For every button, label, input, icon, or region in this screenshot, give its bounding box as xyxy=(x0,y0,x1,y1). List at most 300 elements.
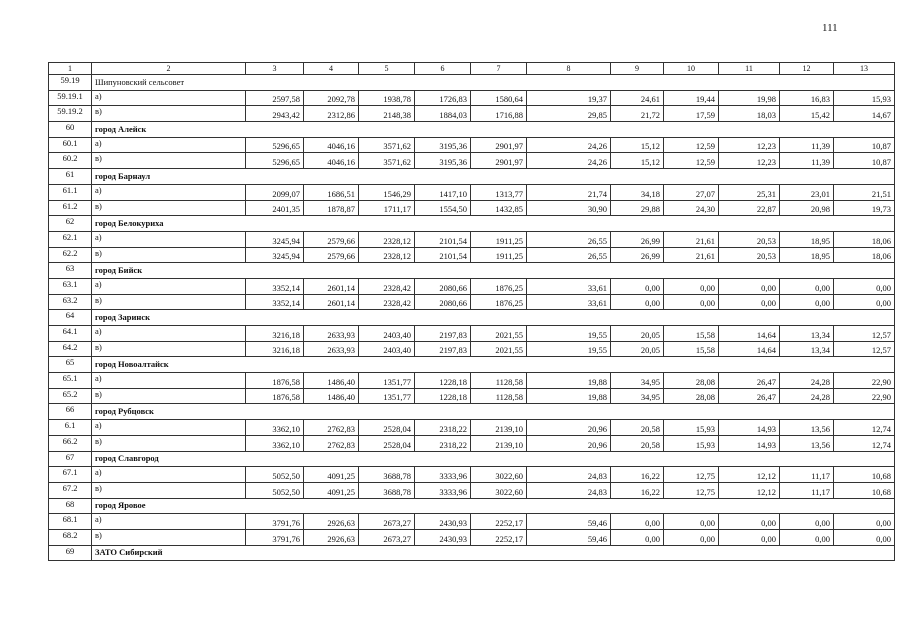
value-cell: 20,05 xyxy=(611,326,664,342)
value-cell: 16,83 xyxy=(780,90,834,106)
value-cell: 1878,87 xyxy=(304,200,359,216)
row-code: 64 xyxy=(49,310,92,326)
value-cell: 2633,93 xyxy=(304,326,359,342)
value-cell: 24,30 xyxy=(664,200,719,216)
value-cell: 0,00 xyxy=(834,278,895,294)
section-title: город Белокуриха xyxy=(92,216,895,232)
row-code: 62.1 xyxy=(49,231,92,247)
row-code: 62.2 xyxy=(49,247,92,263)
value-cell: 1228,18 xyxy=(415,388,471,404)
table-row xyxy=(49,373,895,389)
value-cell: 0,00 xyxy=(719,294,780,310)
row-label: в) xyxy=(92,529,246,545)
value-cell: 10,87 xyxy=(834,153,895,169)
value-cell: 12,12 xyxy=(719,467,780,483)
row-label: в) xyxy=(92,247,246,263)
section-row xyxy=(49,404,895,420)
section-title: город Рубцовск xyxy=(92,404,895,420)
row-code: 59.19 xyxy=(49,75,92,91)
row-label: а) xyxy=(92,137,246,153)
value-cell: 5296,65 xyxy=(246,153,304,169)
value-cell: 3688,78 xyxy=(359,482,415,498)
value-cell: 59,46 xyxy=(527,529,611,545)
column-number: 13 xyxy=(834,63,895,75)
value-cell: 1716,88 xyxy=(471,106,527,122)
row-code: 63.2 xyxy=(49,294,92,310)
value-cell: 18,06 xyxy=(834,231,895,247)
value-cell: 2021,55 xyxy=(471,326,527,342)
value-cell: 17,59 xyxy=(664,106,719,122)
value-cell: 1726,83 xyxy=(415,90,471,106)
value-cell: 2099,07 xyxy=(246,184,304,200)
value-cell: 13,56 xyxy=(780,420,834,436)
value-cell: 1351,77 xyxy=(359,373,415,389)
row-label: в) xyxy=(92,294,246,310)
row-label: а) xyxy=(92,373,246,389)
value-cell: 21,74 xyxy=(527,184,611,200)
value-cell: 1911,25 xyxy=(471,247,527,263)
value-cell: 15,93 xyxy=(664,420,719,436)
value-cell: 24,61 xyxy=(611,90,664,106)
row-label: в) xyxy=(92,388,246,404)
value-cell: 2328,12 xyxy=(359,231,415,247)
value-cell: 28,08 xyxy=(664,388,719,404)
row-code: 68 xyxy=(49,498,92,514)
value-cell: 12,74 xyxy=(834,435,895,451)
value-cell: 34,18 xyxy=(611,184,664,200)
value-cell: 2430,93 xyxy=(415,514,471,530)
value-cell: 2318,22 xyxy=(415,420,471,436)
section-row xyxy=(49,169,895,185)
row-code: 65 xyxy=(49,357,92,373)
value-cell: 2312,86 xyxy=(304,106,359,122)
value-cell: 0,00 xyxy=(780,514,834,530)
value-cell: 3352,14 xyxy=(246,294,304,310)
value-cell: 2673,27 xyxy=(359,529,415,545)
value-cell: 3362,10 xyxy=(246,435,304,451)
value-cell: 3022,60 xyxy=(471,467,527,483)
value-cell: 1486,40 xyxy=(304,373,359,389)
value-cell: 2080,66 xyxy=(415,278,471,294)
value-cell: 18,03 xyxy=(719,106,780,122)
row-code: 63.1 xyxy=(49,278,92,294)
value-cell: 5052,50 xyxy=(246,482,304,498)
value-cell: 2401,35 xyxy=(246,200,304,216)
value-cell: 26,47 xyxy=(719,388,780,404)
table-body xyxy=(49,63,895,561)
value-cell: 21,72 xyxy=(611,106,664,122)
value-cell: 0,00 xyxy=(719,529,780,545)
row-label: а) xyxy=(92,90,246,106)
value-cell: 19,88 xyxy=(527,388,611,404)
value-cell: 2148,38 xyxy=(359,106,415,122)
value-cell: 2403,40 xyxy=(359,326,415,342)
value-cell: 2101,54 xyxy=(415,247,471,263)
table-row xyxy=(49,341,895,357)
value-cell: 22,87 xyxy=(719,200,780,216)
section-title: город Новоалтайск xyxy=(92,357,895,373)
value-cell: 20,53 xyxy=(719,231,780,247)
column-number: 5 xyxy=(359,63,415,75)
value-cell: 2926,63 xyxy=(304,529,359,545)
table-row xyxy=(49,106,895,122)
value-cell: 19,98 xyxy=(719,90,780,106)
value-cell: 3688,78 xyxy=(359,467,415,483)
value-cell: 3245,94 xyxy=(246,247,304,263)
value-cell: 15,93 xyxy=(664,435,719,451)
row-label: а) xyxy=(92,231,246,247)
tariff-table xyxy=(48,62,895,561)
value-cell: 2762,83 xyxy=(304,435,359,451)
table-row xyxy=(49,420,895,436)
value-cell: 26,99 xyxy=(611,231,664,247)
row-code: 69 xyxy=(49,545,92,561)
value-cell: 1876,25 xyxy=(471,294,527,310)
value-cell: 11,17 xyxy=(780,467,834,483)
value-cell: 3571,62 xyxy=(359,137,415,153)
value-cell: 25,31 xyxy=(719,184,780,200)
value-cell: 4091,25 xyxy=(304,482,359,498)
value-cell: 3245,94 xyxy=(246,231,304,247)
value-cell: 2139,10 xyxy=(471,435,527,451)
value-cell: 10,87 xyxy=(834,137,895,153)
value-cell: 2101,54 xyxy=(415,231,471,247)
row-label: в) xyxy=(92,106,246,122)
row-code: 59.19.1 xyxy=(49,90,92,106)
value-cell: 1128,58 xyxy=(471,373,527,389)
value-cell: 24,28 xyxy=(780,373,834,389)
value-cell: 12,59 xyxy=(664,137,719,153)
value-cell: 20,53 xyxy=(719,247,780,263)
value-cell: 1711,17 xyxy=(359,200,415,216)
value-cell: 21,51 xyxy=(834,184,895,200)
value-cell: 18,06 xyxy=(834,247,895,263)
column-number: 2 xyxy=(92,63,246,75)
row-label: в) xyxy=(92,200,246,216)
row-label: а) xyxy=(92,326,246,342)
column-number: 8 xyxy=(527,63,611,75)
table-row xyxy=(49,231,895,247)
value-cell: 2943,42 xyxy=(246,106,304,122)
value-cell: 1884,03 xyxy=(415,106,471,122)
value-cell: 15,12 xyxy=(611,153,664,169)
row-code: 68.1 xyxy=(49,514,92,530)
column-number: 9 xyxy=(611,63,664,75)
row-code: 60 xyxy=(49,122,92,138)
value-cell: 0,00 xyxy=(664,514,719,530)
table-row xyxy=(49,482,895,498)
value-cell: 2579,66 xyxy=(304,247,359,263)
value-cell: 12,23 xyxy=(719,153,780,169)
value-cell: 20,05 xyxy=(611,341,664,357)
value-cell: 0,00 xyxy=(834,529,895,545)
value-cell: 0,00 xyxy=(664,294,719,310)
row-code: 59.19.2 xyxy=(49,106,92,122)
value-cell: 1313,77 xyxy=(471,184,527,200)
row-code: 64.1 xyxy=(49,326,92,342)
row-code: 67.2 xyxy=(49,482,92,498)
value-cell: 2633,93 xyxy=(304,341,359,357)
row-code: 64.2 xyxy=(49,341,92,357)
column-number: 4 xyxy=(304,63,359,75)
row-code: 6.1 xyxy=(49,420,92,436)
value-cell: 1580,64 xyxy=(471,90,527,106)
value-cell: 1128,58 xyxy=(471,388,527,404)
value-cell: 23,01 xyxy=(780,184,834,200)
value-cell: 11,39 xyxy=(780,137,834,153)
row-code: 67 xyxy=(49,451,92,467)
section-row xyxy=(49,310,895,326)
value-cell: 0,00 xyxy=(664,278,719,294)
value-cell: 2579,66 xyxy=(304,231,359,247)
value-cell: 2430,93 xyxy=(415,529,471,545)
row-label: а) xyxy=(92,278,246,294)
value-cell: 2328,42 xyxy=(359,278,415,294)
value-cell: 5052,50 xyxy=(246,467,304,483)
value-cell: 2901,97 xyxy=(471,153,527,169)
value-cell: 11,39 xyxy=(780,153,834,169)
value-cell: 15,12 xyxy=(611,137,664,153)
value-cell: 3333,96 xyxy=(415,467,471,483)
column-number: 6 xyxy=(415,63,471,75)
row-code: 65.1 xyxy=(49,373,92,389)
value-cell: 10,68 xyxy=(834,467,895,483)
value-cell: 34,95 xyxy=(611,373,664,389)
value-cell: 3216,18 xyxy=(246,326,304,342)
table-row xyxy=(49,529,895,545)
value-cell: 14,64 xyxy=(719,341,780,357)
value-cell: 15,58 xyxy=(664,341,719,357)
row-label: а) xyxy=(92,184,246,200)
value-cell: 2139,10 xyxy=(471,420,527,436)
value-cell: 1876,25 xyxy=(471,278,527,294)
value-cell: 11,17 xyxy=(780,482,834,498)
column-number-row xyxy=(49,63,895,75)
section-title: город Алейск xyxy=(92,122,895,138)
value-cell: 22,90 xyxy=(834,373,895,389)
value-cell: 20,58 xyxy=(611,420,664,436)
value-cell: 0,00 xyxy=(780,529,834,545)
value-cell: 4046,16 xyxy=(304,137,359,153)
value-cell: 19,88 xyxy=(527,373,611,389)
column-number: 3 xyxy=(246,63,304,75)
value-cell: 2601,14 xyxy=(304,294,359,310)
column-number: 7 xyxy=(471,63,527,75)
value-cell: 12,59 xyxy=(664,153,719,169)
table-row xyxy=(49,184,895,200)
section-row xyxy=(49,216,895,232)
value-cell: 21,61 xyxy=(664,247,719,263)
section-row xyxy=(49,498,895,514)
value-cell: 14,93 xyxy=(719,420,780,436)
row-label: а) xyxy=(92,467,246,483)
table-row xyxy=(49,278,895,294)
value-cell: 19,37 xyxy=(527,90,611,106)
value-cell: 24,26 xyxy=(527,153,611,169)
value-cell: 3362,10 xyxy=(246,420,304,436)
value-cell: 13,34 xyxy=(780,326,834,342)
value-cell: 2197,83 xyxy=(415,326,471,342)
value-cell: 2092,78 xyxy=(304,90,359,106)
value-cell: 3195,36 xyxy=(415,137,471,153)
value-cell: 2318,22 xyxy=(415,435,471,451)
value-cell: 12,57 xyxy=(834,341,895,357)
value-cell: 33,61 xyxy=(527,294,611,310)
value-cell: 29,88 xyxy=(611,200,664,216)
value-cell: 2762,83 xyxy=(304,420,359,436)
row-label: а) xyxy=(92,514,246,530)
section-title: город Барнаул xyxy=(92,169,895,185)
section-row xyxy=(49,545,895,561)
value-cell: 0,00 xyxy=(719,514,780,530)
column-number: 12 xyxy=(780,63,834,75)
value-cell: 28,08 xyxy=(664,373,719,389)
value-cell: 4046,16 xyxy=(304,153,359,169)
value-cell: 2328,12 xyxy=(359,247,415,263)
value-cell: 2528,04 xyxy=(359,435,415,451)
value-cell: 0,00 xyxy=(611,278,664,294)
value-cell: 0,00 xyxy=(780,278,834,294)
value-cell: 2597,58 xyxy=(246,90,304,106)
row-code: 67.1 xyxy=(49,467,92,483)
row-label: а) xyxy=(92,420,246,436)
value-cell: 24,83 xyxy=(527,467,611,483)
row-code: 68.2 xyxy=(49,529,92,545)
section-title: Шипуновский сельсовет xyxy=(92,75,895,91)
table-row xyxy=(49,514,895,530)
value-cell: 14,67 xyxy=(834,106,895,122)
value-cell: 2080,66 xyxy=(415,294,471,310)
value-cell: 18,95 xyxy=(780,247,834,263)
column-number: 10 xyxy=(664,63,719,75)
row-code: 60.2 xyxy=(49,153,92,169)
value-cell: 0,00 xyxy=(780,294,834,310)
section-row xyxy=(49,451,895,467)
value-cell: 30,90 xyxy=(527,200,611,216)
value-cell: 1486,40 xyxy=(304,388,359,404)
value-cell: 22,90 xyxy=(834,388,895,404)
value-cell: 33,61 xyxy=(527,278,611,294)
value-cell: 3352,14 xyxy=(246,278,304,294)
value-cell: 3216,18 xyxy=(246,341,304,357)
value-cell: 1554,50 xyxy=(415,200,471,216)
table-row xyxy=(49,153,895,169)
value-cell: 1686,51 xyxy=(304,184,359,200)
value-cell: 12,75 xyxy=(664,467,719,483)
value-cell: 2328,42 xyxy=(359,294,415,310)
value-cell: 12,74 xyxy=(834,420,895,436)
value-cell: 3333,96 xyxy=(415,482,471,498)
value-cell: 27,07 xyxy=(664,184,719,200)
value-cell: 18,95 xyxy=(780,231,834,247)
value-cell: 12,75 xyxy=(664,482,719,498)
value-cell: 19,44 xyxy=(664,90,719,106)
value-cell: 0,00 xyxy=(611,529,664,545)
value-cell: 15,42 xyxy=(780,106,834,122)
value-cell: 3791,76 xyxy=(246,529,304,545)
row-label: в) xyxy=(92,435,246,451)
value-cell: 2901,97 xyxy=(471,137,527,153)
value-cell: 21,61 xyxy=(664,231,719,247)
value-cell: 3195,36 xyxy=(415,153,471,169)
value-cell: 2197,83 xyxy=(415,341,471,357)
row-code: 62 xyxy=(49,216,92,232)
value-cell: 2673,27 xyxy=(359,514,415,530)
section-row xyxy=(49,75,895,91)
table-row xyxy=(49,90,895,106)
table-row xyxy=(49,435,895,451)
value-cell: 20,96 xyxy=(527,435,611,451)
column-number: 11 xyxy=(719,63,780,75)
section-title: город Славгород xyxy=(92,451,895,467)
value-cell: 3022,60 xyxy=(471,482,527,498)
value-cell: 26,99 xyxy=(611,247,664,263)
value-cell: 0,00 xyxy=(611,294,664,310)
value-cell: 26,55 xyxy=(527,247,611,263)
value-cell: 0,00 xyxy=(664,529,719,545)
section-row xyxy=(49,263,895,279)
value-cell: 5296,65 xyxy=(246,137,304,153)
row-code: 63 xyxy=(49,263,92,279)
value-cell: 2252,17 xyxy=(471,514,527,530)
section-row xyxy=(49,122,895,138)
value-cell: 14,93 xyxy=(719,435,780,451)
value-cell: 3791,76 xyxy=(246,514,304,530)
value-cell: 12,12 xyxy=(719,482,780,498)
value-cell: 29,85 xyxy=(527,106,611,122)
value-cell: 2528,04 xyxy=(359,420,415,436)
value-cell: 26,55 xyxy=(527,231,611,247)
row-code: 65.2 xyxy=(49,388,92,404)
value-cell: 13,56 xyxy=(780,435,834,451)
value-cell: 1546,29 xyxy=(359,184,415,200)
row-label: в) xyxy=(92,341,246,357)
value-cell: 2252,17 xyxy=(471,529,527,545)
value-cell: 15,93 xyxy=(834,90,895,106)
value-cell: 24,28 xyxy=(780,388,834,404)
row-code: 61.2 xyxy=(49,200,92,216)
value-cell: 4091,25 xyxy=(304,467,359,483)
value-cell: 13,34 xyxy=(780,341,834,357)
page-number: 111 xyxy=(822,22,838,34)
value-cell: 34,95 xyxy=(611,388,664,404)
value-cell: 10,68 xyxy=(834,482,895,498)
value-cell: 19,73 xyxy=(834,200,895,216)
value-cell: 19,55 xyxy=(527,326,611,342)
row-code: 61 xyxy=(49,169,92,185)
value-cell: 19,55 xyxy=(527,341,611,357)
value-cell: 0,00 xyxy=(719,278,780,294)
row-code: 66.2 xyxy=(49,435,92,451)
table-row xyxy=(49,247,895,263)
table-row xyxy=(49,388,895,404)
table-row xyxy=(49,294,895,310)
value-cell: 3571,62 xyxy=(359,153,415,169)
value-cell: 1938,78 xyxy=(359,90,415,106)
value-cell: 24,83 xyxy=(527,482,611,498)
value-cell: 1351,77 xyxy=(359,388,415,404)
value-cell: 12,57 xyxy=(834,326,895,342)
section-title: город Заринск xyxy=(92,310,895,326)
value-cell: 1228,18 xyxy=(415,373,471,389)
value-cell: 12,23 xyxy=(719,137,780,153)
row-code: 66 xyxy=(49,404,92,420)
value-cell: 16,22 xyxy=(611,467,664,483)
value-cell: 2403,40 xyxy=(359,341,415,357)
table-row xyxy=(49,467,895,483)
value-cell: 0,00 xyxy=(611,514,664,530)
value-cell: 20,58 xyxy=(611,435,664,451)
